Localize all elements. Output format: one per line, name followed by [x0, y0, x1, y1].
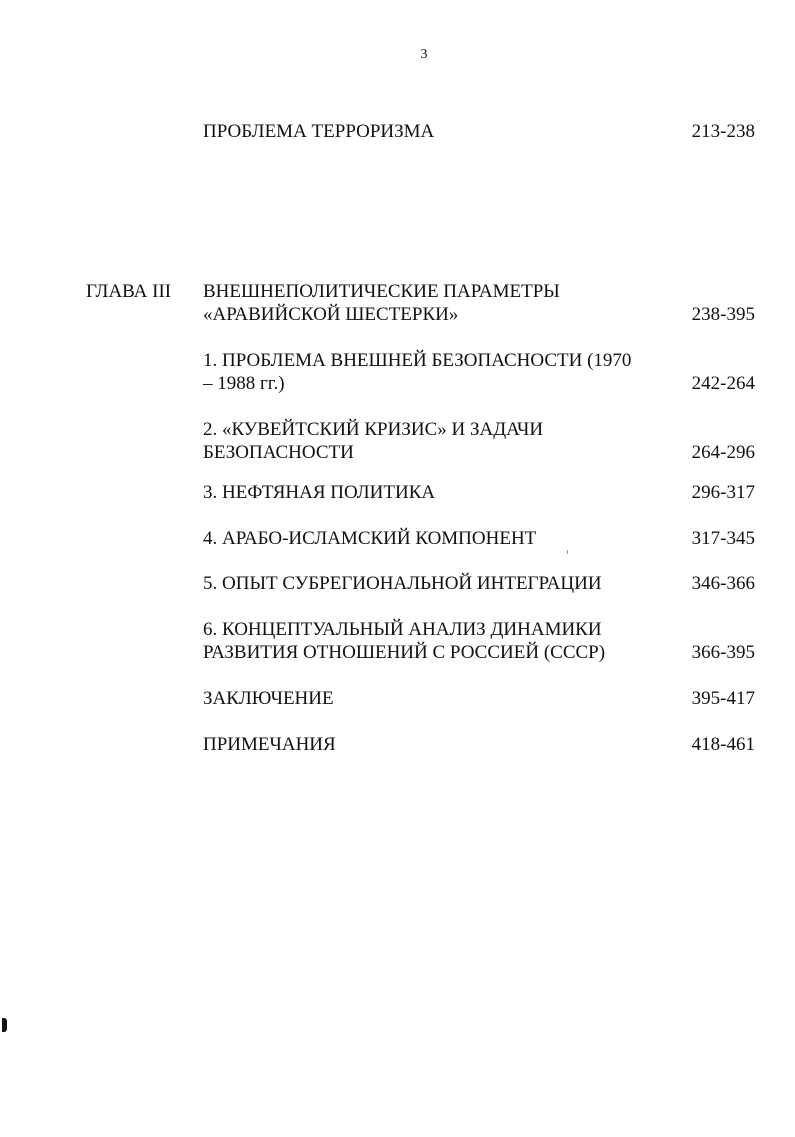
scan-speck — [567, 550, 568, 554]
toc-entry-pages: 264-296 — [691, 442, 755, 463]
toc-entry-pages: 346-366 — [691, 573, 755, 594]
toc-entry-pages: 238-395 — [691, 304, 755, 325]
toc-entry-pages: 395-417 — [691, 688, 755, 709]
toc-entry-title: 2. «КУВЕЙТСКИЙ КРИЗИС» И ЗАДАЧИ БЕЗОПАСНОСТИ — [203, 419, 544, 463]
scan-edge-mark — [2, 1018, 7, 1032]
toc-entry-title: 1. ПРОБЛЕМА ВНЕШНЕЙ БЕЗОПАСНОСТИ (1970 – 1988 гг.) — [203, 350, 632, 394]
toc-entry-title: 6. КОНЦЕПТУАЛЬНЫЙ АНАЛИЗ ДИНАМИКИ РАЗВИТИЯ ОТНОШЕНИЙ С РОССИЕЙ (СССР) — [203, 619, 606, 663]
toc-entry-title: ПРИМЕЧАНИЯ — [203, 734, 336, 755]
chapter-label: ГЛАВА III — [86, 281, 172, 302]
toc-entry-title: 4. АРАБО-ИСЛАМСКИЙ КОМПОНЕНТ — [203, 528, 537, 549]
toc-entry-pages: 317-345 — [691, 528, 755, 549]
toc-entry-title: 5. ОПЫТ СУБРЕГИОНАЛЬНОЙ ИНТЕГРАЦИИ — [203, 573, 602, 594]
toc-entry-pages: 242-264 — [691, 373, 755, 394]
toc-entry-title: ВНЕШНЕПОЛИТИЧЕСКИЕ ПАРАМЕТРЫ «АРАВИЙСКОЙ ШЕСТЕРКИ» — [203, 281, 560, 325]
toc-entry-pages: 213-238 — [691, 121, 755, 142]
toc-entry-title: ПРОБЛЕМА ТЕРРОРИЗМА — [203, 121, 435, 142]
toc-entry-pages: 418-461 — [691, 734, 755, 755]
toc-entry-title: 3. НЕФТЯНАЯ ПОЛИТИКА — [203, 482, 436, 503]
toc-entry-title: ЗАКЛЮЧЕНИЕ — [203, 688, 334, 709]
page-number: 3 — [420, 47, 428, 62]
toc-entry-pages: 366-395 — [691, 642, 755, 663]
toc-entry-pages: 296-317 — [691, 482, 755, 503]
